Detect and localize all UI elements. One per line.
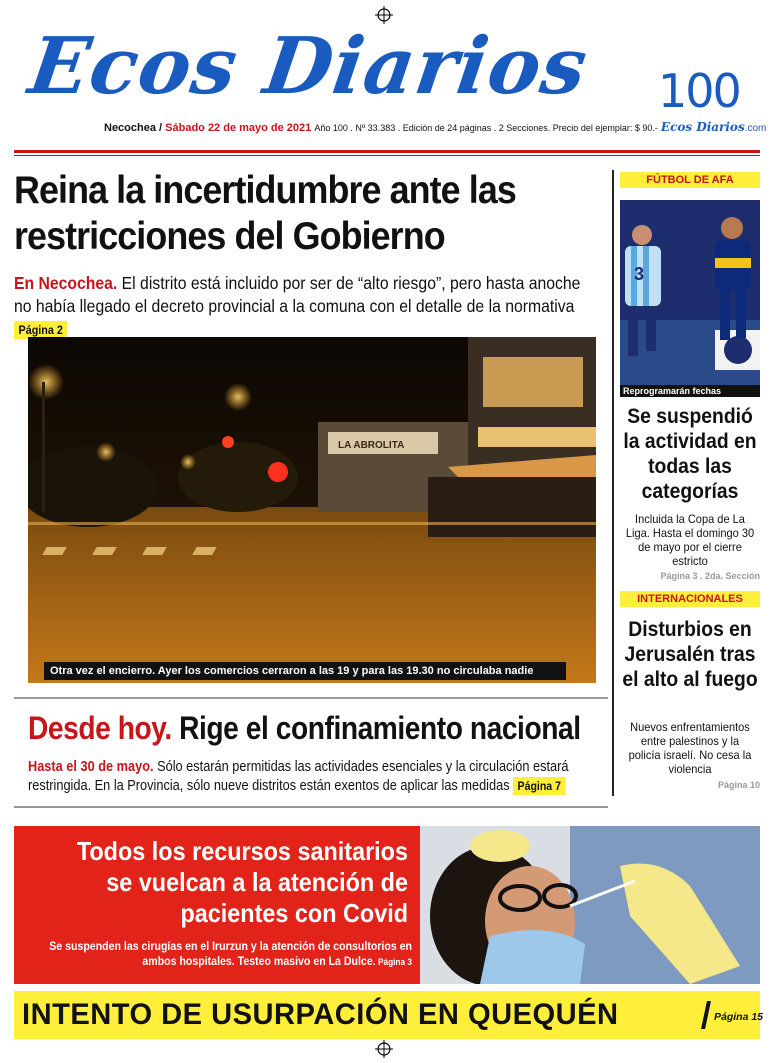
football-text: Incluida la Copa de La Liga. Hasta el domingo 30 de mayo por el cierre estricto <box>625 512 755 568</box>
second-headline <box>28 708 581 748</box>
top-rule-thin <box>14 155 760 156</box>
second-lead-kicker: Hasta el 30 de mayo. <box>28 759 154 775</box>
covid-text <box>44 940 412 970</box>
bottom-separator <box>701 1001 711 1029</box>
masthead <box>0 14 774 124</box>
football-photo-caption: Reprogramarán fechas <box>620 385 760 397</box>
jersey-number: 3 <box>634 264 645 284</box>
shop-sign: LA ABROLITA <box>338 440 405 451</box>
main-lead-text: El distrito está incluido por ser de “alto riesgo”, pero hasta anoche no había llegado el decreto provincial a la comuna con el detalle de la normativa <box>14 273 581 316</box>
international-headline: Disturbios en Jerusalén tras el alto al fuego <box>622 618 758 691</box>
main-photo <box>28 337 596 683</box>
top-rule <box>14 150 760 153</box>
covid-headline: Todos los recursos sanitarios se vuelcan a la atención de pacientes con Covid <box>76 836 409 928</box>
football-headline: Se suspendió la actividad en todas las categorías <box>623 405 757 503</box>
newspaper-logo: Ecos Diarios <box>23 21 593 112</box>
bottom-headline-bar <box>14 991 764 1039</box>
covid-photo <box>420 826 760 984</box>
registration-mark-bottom <box>375 1040 393 1058</box>
main-kicker: En Necochea. <box>14 273 118 293</box>
second-page-tag: Página 7 <box>513 777 565 795</box>
dateline-edition: Año 100 . Nº 33.383 . Edición de 24 páginas . 2 Secciones. Precio del ejemplar: $ 90.- <box>314 123 658 133</box>
dateline <box>104 120 766 134</box>
covid-page: Página 3 <box>375 957 412 967</box>
international-text: Nuevos enfrentamientos entre palestinos y la policía israelí. No cesa la violencia <box>628 720 752 776</box>
sidebar-label-international: INTERNACIONALES <box>620 591 760 607</box>
main-lead <box>14 272 590 341</box>
football-page: Página 3 . 2da. Sección <box>660 571 760 581</box>
international-page: Página 10 <box>717 780 760 790</box>
anniversary-mark: 100 <box>658 64 740 118</box>
sidebar-label-football: FÚTBOL DE AFA <box>620 172 760 188</box>
covid-text-body: Se suspenden las cirugías en el Irurzun y la atención de consultorios en ambos hospitales. Testeo masivo en La Dulce. <box>49 941 413 968</box>
main-page-tag: Página 2 <box>14 321 67 339</box>
bottom-page: Página 15 <box>714 1011 764 1023</box>
dateline-date: Sábado 22 de mayo de 2021 <box>165 122 312 134</box>
sidebar-divider <box>612 170 614 796</box>
site-logo: Ecos Diarios <box>660 120 745 134</box>
second-headline-text: Rige el confinamiento nacional <box>171 710 581 746</box>
bottom-headline: INTENTO DE USURPACIÓN EN QUEQUÉN <box>22 998 619 1031</box>
main-photo-caption: Otra vez el encierro. Ayer los comercios cerraron a las 19 y para las 19.30 no circulaba nadie <box>44 662 566 680</box>
football-photo <box>620 200 760 396</box>
second-lead <box>28 758 574 796</box>
second-lead-text: Sólo estarán permitidas las actividades esenciales y la circulación estará restringida. En la Provincia, sólo nueve distritos están exentos de aplicar las medidas <box>28 759 569 794</box>
main-headline: Reina la incertidumbre ante las restricciones del Gobierno <box>14 169 516 258</box>
dateline-city: Necochea / <box>104 122 163 134</box>
section-rule-bottom <box>14 806 608 808</box>
site-suffix: .com <box>744 123 767 134</box>
covid-banner <box>14 826 420 984</box>
section-rule <box>14 697 608 699</box>
second-kicker: Desde hoy. <box>28 710 172 746</box>
